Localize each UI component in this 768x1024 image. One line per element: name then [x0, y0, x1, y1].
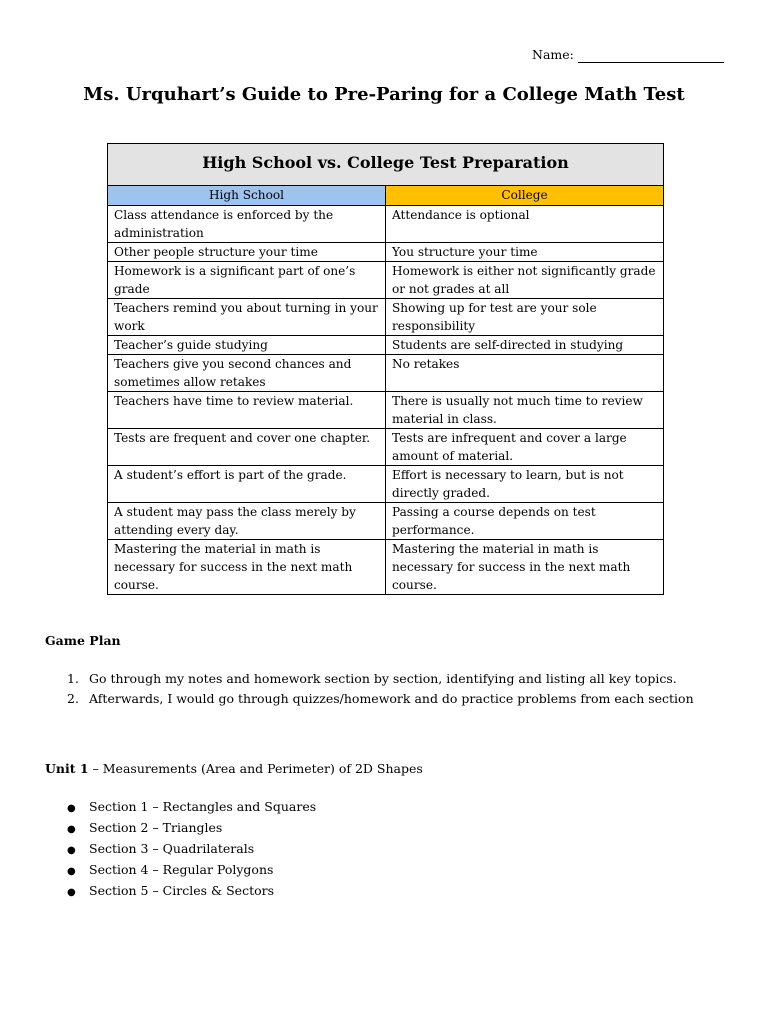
list-item — [45, 839, 316, 860]
name-label: Name: — [532, 47, 574, 62]
college-cell: Passing a course depends on test performance. — [386, 503, 664, 540]
unit-description: – Measurements (Area and Perimeter) of 2D Shapes — [88, 761, 423, 776]
unit-heading — [45, 761, 423, 777]
list-item — [45, 860, 316, 881]
comparison-table — [107, 143, 664, 595]
college-cell: There is usually not much time to review material in class. — [386, 392, 664, 429]
bullet-icon: ● — [67, 866, 76, 877]
list-item — [45, 881, 316, 902]
table-row — [108, 540, 664, 595]
column-header-high-school: High School — [108, 186, 386, 206]
high-school-cell: Homework is a significant part of one’s grade — [108, 262, 386, 299]
table-row — [108, 466, 664, 503]
bullet-icon: ● — [67, 803, 76, 814]
table-row — [108, 392, 664, 429]
section-text: Section 2 – Triangles — [89, 820, 223, 835]
college-cell: Attendance is optional — [386, 206, 664, 243]
table-body — [108, 206, 664, 595]
high-school-cell: Mastering the material in math is necessary for success in the next math course. — [108, 540, 386, 595]
high-school-cell: Teacher’s guide studying — [108, 336, 386, 355]
bullet-icon: ● — [67, 845, 76, 856]
high-school-cell: Teachers give you second chances and sometimes allow retakes — [108, 355, 386, 392]
unit-label: Unit 1 — [45, 761, 89, 776]
college-cell: Tests are infrequent and cover a large amount of material. — [386, 429, 664, 466]
section-text: Section 5 – Circles & Sectors — [89, 883, 275, 898]
list-item — [45, 669, 745, 689]
name-blank-line — [578, 49, 724, 63]
section-text: Section 4 – Regular Polygons — [89, 862, 274, 877]
college-cell: Homework is either not significantly grade or not grades at all — [386, 262, 664, 299]
college-cell: You structure your time — [386, 243, 664, 262]
list-text: Afterwards, I would go through quizzes/homework and do practice problems from each section — [89, 690, 694, 706]
list-text: Go through my notes and homework section by section, identifying and listing all key topics. — [89, 671, 677, 686]
name-field — [532, 47, 724, 63]
high-school-cell: Teachers remind you about turning in your work — [108, 299, 386, 336]
college-cell: Showing up for test are your sole responsibility — [386, 299, 664, 336]
college-cell: Students are self-directed in studying — [386, 336, 664, 355]
table-row — [108, 336, 664, 355]
list-item — [45, 818, 316, 839]
table-row — [108, 262, 664, 299]
high-school-cell: A student’s effort is part of the grade. — [108, 466, 386, 503]
college-cell: No retakes — [386, 355, 664, 392]
college-cell: Effort is necessary to learn, but is not directly graded. — [386, 466, 664, 503]
list-number: 1. — [67, 671, 79, 686]
game-plan-list — [45, 669, 745, 708]
high-school-cell: Class attendance is enforced by the administration — [108, 206, 386, 243]
table-row — [108, 299, 664, 336]
table-row — [108, 206, 664, 243]
list-number: 2. — [67, 690, 79, 706]
table-row — [108, 429, 664, 466]
list-item — [45, 689, 745, 709]
table-row — [108, 503, 664, 540]
high-school-cell: Tests are frequent and cover one chapter. — [108, 429, 386, 466]
bullet-icon: ● — [67, 824, 76, 835]
document-title: Ms. Urquhart’s Guide to Pre-Paring for a College Math Test — [83, 84, 685, 105]
high-school-cell: Other people structure your time — [108, 243, 386, 262]
table-row — [108, 243, 664, 262]
section-list — [45, 797, 316, 902]
list-item — [45, 797, 316, 818]
section-text: Section 1 – Rectangles and Squares — [89, 799, 317, 814]
game-plan-heading: Game Plan — [45, 633, 121, 648]
column-header-college: College — [386, 186, 664, 206]
bullet-icon: ● — [67, 887, 76, 898]
section-text: Section 3 – Quadrilaterals — [89, 841, 255, 856]
high-school-cell: A student may pass the class merely by attending every day. — [108, 503, 386, 540]
college-cell: Mastering the material in math is necessary for success in the next math course. — [386, 540, 664, 595]
table-title: High School vs. College Test Preparation — [108, 144, 664, 186]
high-school-cell: Teachers have time to review material. — [108, 392, 386, 429]
table-row — [108, 355, 664, 392]
